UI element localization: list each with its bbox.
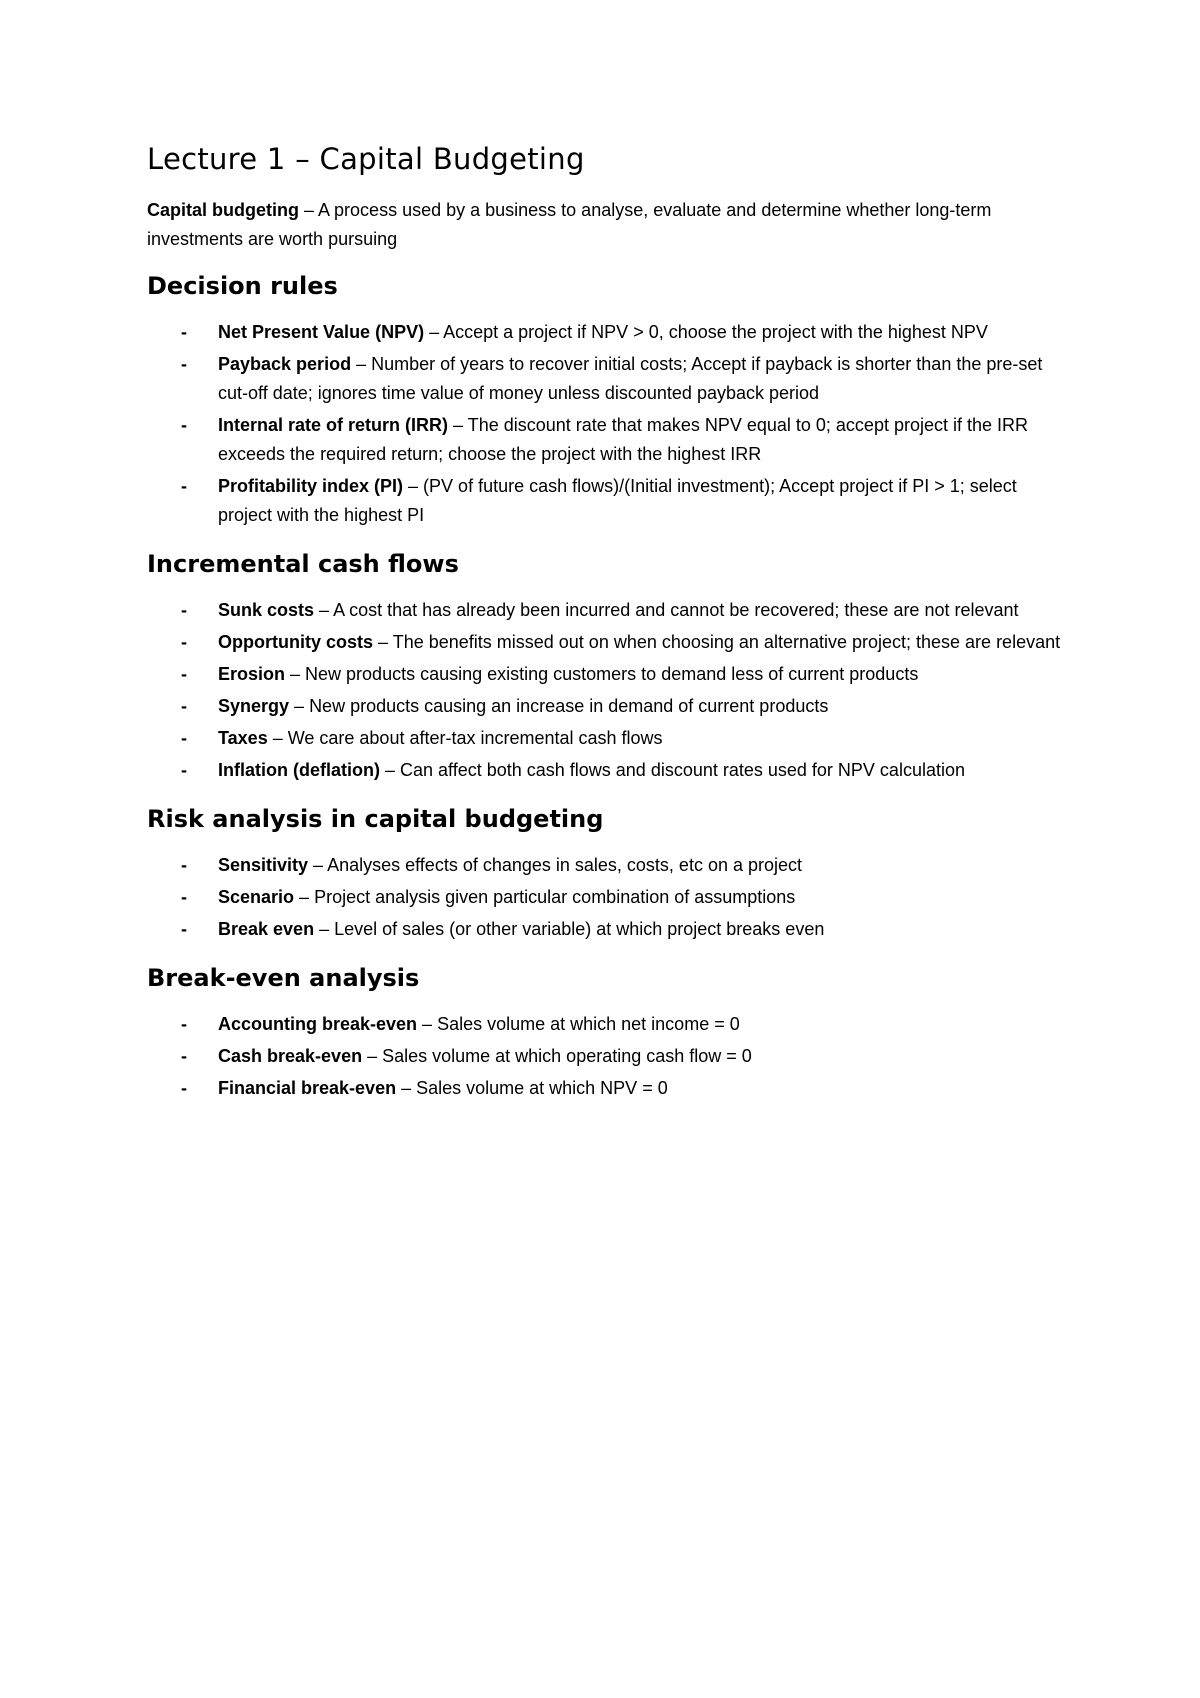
item-term: Sunk costs	[218, 600, 315, 620]
bullet-dash: -	[181, 855, 187, 875]
item-text: Sales volume at which operating cash flow = 0	[382, 1046, 752, 1066]
list-item	[147, 472, 1067, 530]
item-text: The benefits missed out on when choosing an alternative project; these are relevant	[392, 632, 1061, 652]
item-separator: –	[294, 887, 315, 907]
bullet-dash: -	[181, 632, 187, 652]
list-item	[147, 628, 1067, 657]
bullet-dash: -	[181, 600, 187, 620]
section-heading: Risk analysis in capital budgeting	[147, 805, 604, 833]
item-separator: –	[308, 855, 328, 875]
bullet-dash: -	[181, 760, 187, 780]
item-separator: –	[417, 1014, 438, 1034]
item-text: Sales volume at which net income = 0	[437, 1014, 740, 1034]
item-term: Sensitivity	[218, 855, 309, 875]
item-text: Analyses effects of changes in sales, costs, etc on a project	[327, 855, 803, 875]
item-separator: –	[362, 1046, 383, 1066]
item-text: Can affect both cash flows and discount rates used for NPV calculation	[400, 760, 965, 780]
item-term: Net Present Value (NPV)	[218, 322, 425, 342]
item-term: Profitability index (PI)	[218, 476, 404, 496]
bullet-dash: -	[181, 476, 187, 496]
bullet-dash: -	[181, 887, 187, 907]
bullet-dash: -	[181, 354, 187, 374]
item-separator: –	[403, 476, 424, 496]
list-item	[147, 660, 1067, 689]
item-term: Break even	[218, 919, 315, 939]
item-text: (PV of future cash flows)/(Initial investment); Accept project if PI > 1; select project with the highest PI	[218, 476, 1017, 525]
item-term: Scenario	[218, 887, 295, 907]
item-separator: –	[314, 919, 335, 939]
section-heading: Decision rules	[147, 272, 338, 300]
intro-text: A process used by a business to analyse, evaluate and determine whether long-term investments are worth pursuing	[147, 200, 992, 249]
item-term: Taxes	[218, 728, 268, 748]
list-item	[147, 350, 1067, 408]
list-item	[147, 1042, 1067, 1071]
bullet-dash: -	[181, 1046, 187, 1066]
intro-separator: –	[299, 200, 319, 220]
list-item	[147, 724, 1067, 753]
bullet-dash: -	[181, 322, 187, 342]
item-separator: –	[289, 696, 310, 716]
item-text: New products causing existing customers to demand less of current products	[305, 664, 919, 684]
item-term: Opportunity costs	[218, 632, 374, 652]
list-item	[147, 756, 1067, 785]
item-separator: –	[285, 664, 306, 684]
item-text: We care about after-tax incremental cash flows	[287, 728, 663, 748]
bullet-dash: -	[181, 1014, 187, 1034]
item-separator: –	[396, 1078, 417, 1098]
bullet-dash: -	[181, 1078, 187, 1098]
list-item	[147, 318, 1067, 347]
section-heading: Break-even analysis	[147, 964, 420, 992]
intro-definition	[147, 196, 1067, 254]
item-term: Internal rate of return (IRR)	[218, 415, 449, 435]
item-text: Accept a project if NPV > 0, choose the project with the highest NPV	[443, 322, 988, 342]
item-text: The discount rate that makes NPV equal to 0; accept project if the IRR exceeds the required return; choose the project with the highest IRR	[218, 415, 1029, 464]
item-term: Accounting break-even	[218, 1014, 418, 1034]
section-list	[147, 1010, 1067, 1103]
list-item	[147, 692, 1067, 721]
item-text: Level of sales (or other variable) at which project breaks even	[334, 919, 825, 939]
bullet-dash: -	[181, 415, 187, 435]
section-list	[147, 851, 1067, 944]
bullet-dash: -	[181, 728, 187, 748]
item-separator: –	[448, 415, 468, 435]
list-item	[147, 851, 1067, 880]
list-item	[147, 411, 1067, 469]
section-list	[147, 596, 1067, 785]
item-term: Payback period	[218, 354, 352, 374]
item-term: Erosion	[218, 664, 286, 684]
item-separator: –	[424, 322, 444, 342]
section-list	[147, 318, 1067, 530]
item-text: New products causing an increase in demand of current products	[309, 696, 829, 716]
document-page	[147, 140, 1067, 1121]
list-item	[147, 883, 1067, 912]
list-item	[147, 1074, 1067, 1103]
list-item	[147, 1010, 1067, 1039]
item-separator: –	[373, 632, 393, 652]
bullet-dash: -	[181, 919, 187, 939]
list-item	[147, 596, 1067, 625]
item-term: Cash break-even	[218, 1046, 363, 1066]
item-term: Inflation (deflation)	[218, 760, 380, 780]
item-term: Synergy	[218, 696, 290, 716]
item-text: Number of years to recover initial costs; Accept if payback is shorter than the pre-set cut-off date; ignores time value of money unless discounted payback period	[218, 354, 1043, 403]
section-heading: Incremental cash flows	[147, 550, 459, 578]
item-separator: –	[379, 760, 400, 780]
bullet-dash: -	[181, 664, 187, 684]
intro-term: Capital budgeting	[147, 200, 299, 220]
list-item	[147, 915, 1067, 944]
item-separator: –	[314, 600, 334, 620]
item-separator: –	[351, 354, 372, 374]
sections-container	[147, 270, 1067, 1103]
item-text: Project analysis given particular combination of assumptions	[314, 887, 796, 907]
page-title: Lecture 1 – Capital Budgeting	[147, 142, 585, 176]
item-text: Sales volume at which NPV = 0	[416, 1078, 668, 1098]
bullet-dash: -	[181, 696, 187, 716]
item-term: Financial break-even	[218, 1078, 397, 1098]
item-text: A cost that has already been incurred and cannot be recovered; these are not relevant	[333, 600, 1019, 620]
item-separator: –	[267, 728, 288, 748]
